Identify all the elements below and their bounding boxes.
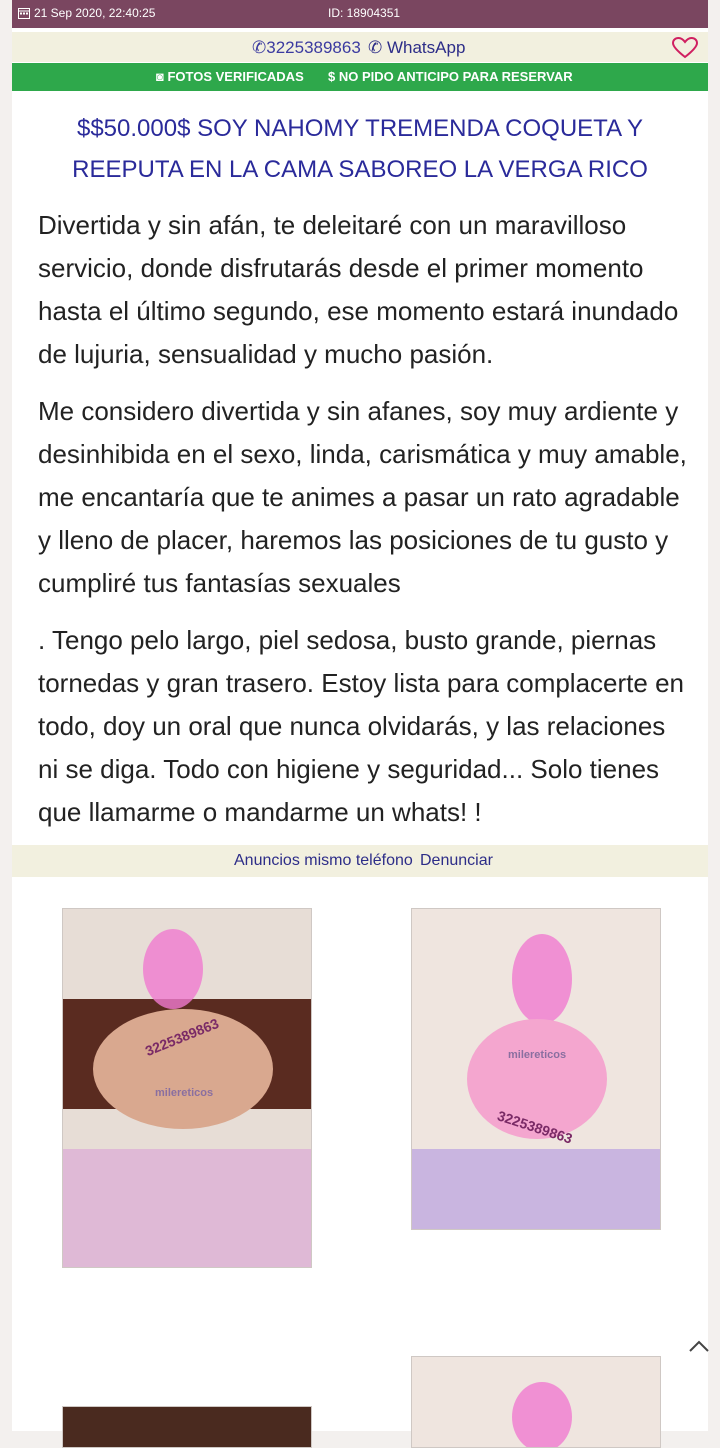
- ad-card: [12, 28, 708, 1431]
- photo-placeholder: [63, 1407, 311, 1447]
- photo-watermark-site: milereticos: [508, 1049, 567, 1061]
- ad-photo[interactable]: [411, 1356, 661, 1448]
- ad-photo[interactable]: [411, 908, 661, 1230]
- photo-watermark-phone: 3225389863: [495, 1107, 575, 1147]
- whatsapp-link[interactable]: ✆ WhatsApp: [368, 38, 466, 57]
- money-icon: $: [328, 69, 339, 84]
- description-paragraph: Me considero divertida y sin afanes, soy muy ardiente y desinhibida en el sexo, linda, carismática y muy amable, me encantaría que te animes a pasar un rato agradable y lleno de placer, haremos las posiciones de tu gusto y cumpliré tus fantasías sexuales: [38, 396, 687, 598]
- camera-icon: ◙: [156, 69, 168, 84]
- publish-date: 21 Sep 2020, 22:40:25: [34, 6, 156, 20]
- verification-bar: [12, 63, 708, 91]
- calendar-icon: [18, 7, 30, 19]
- photos-verified-badge: ◙ FOTOS VERIFICADAS: [156, 69, 304, 84]
- ad-id: ID: 18904351: [328, 6, 401, 20]
- phone-icon: ✆: [252, 38, 267, 57]
- description-paragraph: . Tengo pelo largo, piel sedosa, busto grande, piernas tornedas y gran trasero. Estoy lista para complacerte en todo, doy un oral que nunca olvidarás, y las relaciones ni se diga. Todo con higiene y seguridad... Solo tienes que llamarme o mandarme un whats! !: [38, 625, 684, 827]
- photo-watermark-site: milereticos: [155, 1087, 214, 1099]
- phone-link[interactable]: ✆3225389863: [252, 38, 361, 57]
- heart-icon[interactable]: [672, 37, 698, 59]
- photo-placeholder: [412, 909, 660, 1229]
- description-paragraph: Divertida y sin afán, te deleitaré con un maravilloso servicio, donde disfrutarás desde el primer momento hasta el último segundo, ese momento estará inundado de lujuria, sensualidad y mucho pasión.: [38, 210, 679, 369]
- ad-photo[interactable]: [62, 908, 312, 1268]
- photo-watermark-phone: 3225389863: [142, 1014, 222, 1060]
- photo-placeholder: [412, 1357, 660, 1447]
- same-phone-ads-link[interactable]: Anuncios mismo teléfono: [234, 852, 413, 869]
- contact-bar: [12, 32, 708, 62]
- scroll-top-icon[interactable]: [688, 1338, 710, 1354]
- ad-title: $$50.000$ SOY NAHOMY TREMENDA COQUETA Y REEPUTA EN LA CAMA SABOREO LA VERGA RICO: [72, 115, 648, 183]
- report-link[interactable]: Denunciar: [420, 852, 493, 869]
- top-info-bar: [12, 0, 708, 28]
- no-advance-badge: $ NO PIDO ANTICIPO PARA RESERVAR: [328, 69, 573, 84]
- whatsapp-icon: ✆: [368, 38, 387, 57]
- ad-photo[interactable]: [62, 1406, 312, 1448]
- ad-actions-bar: [12, 845, 708, 877]
- ad-description: [38, 204, 688, 848]
